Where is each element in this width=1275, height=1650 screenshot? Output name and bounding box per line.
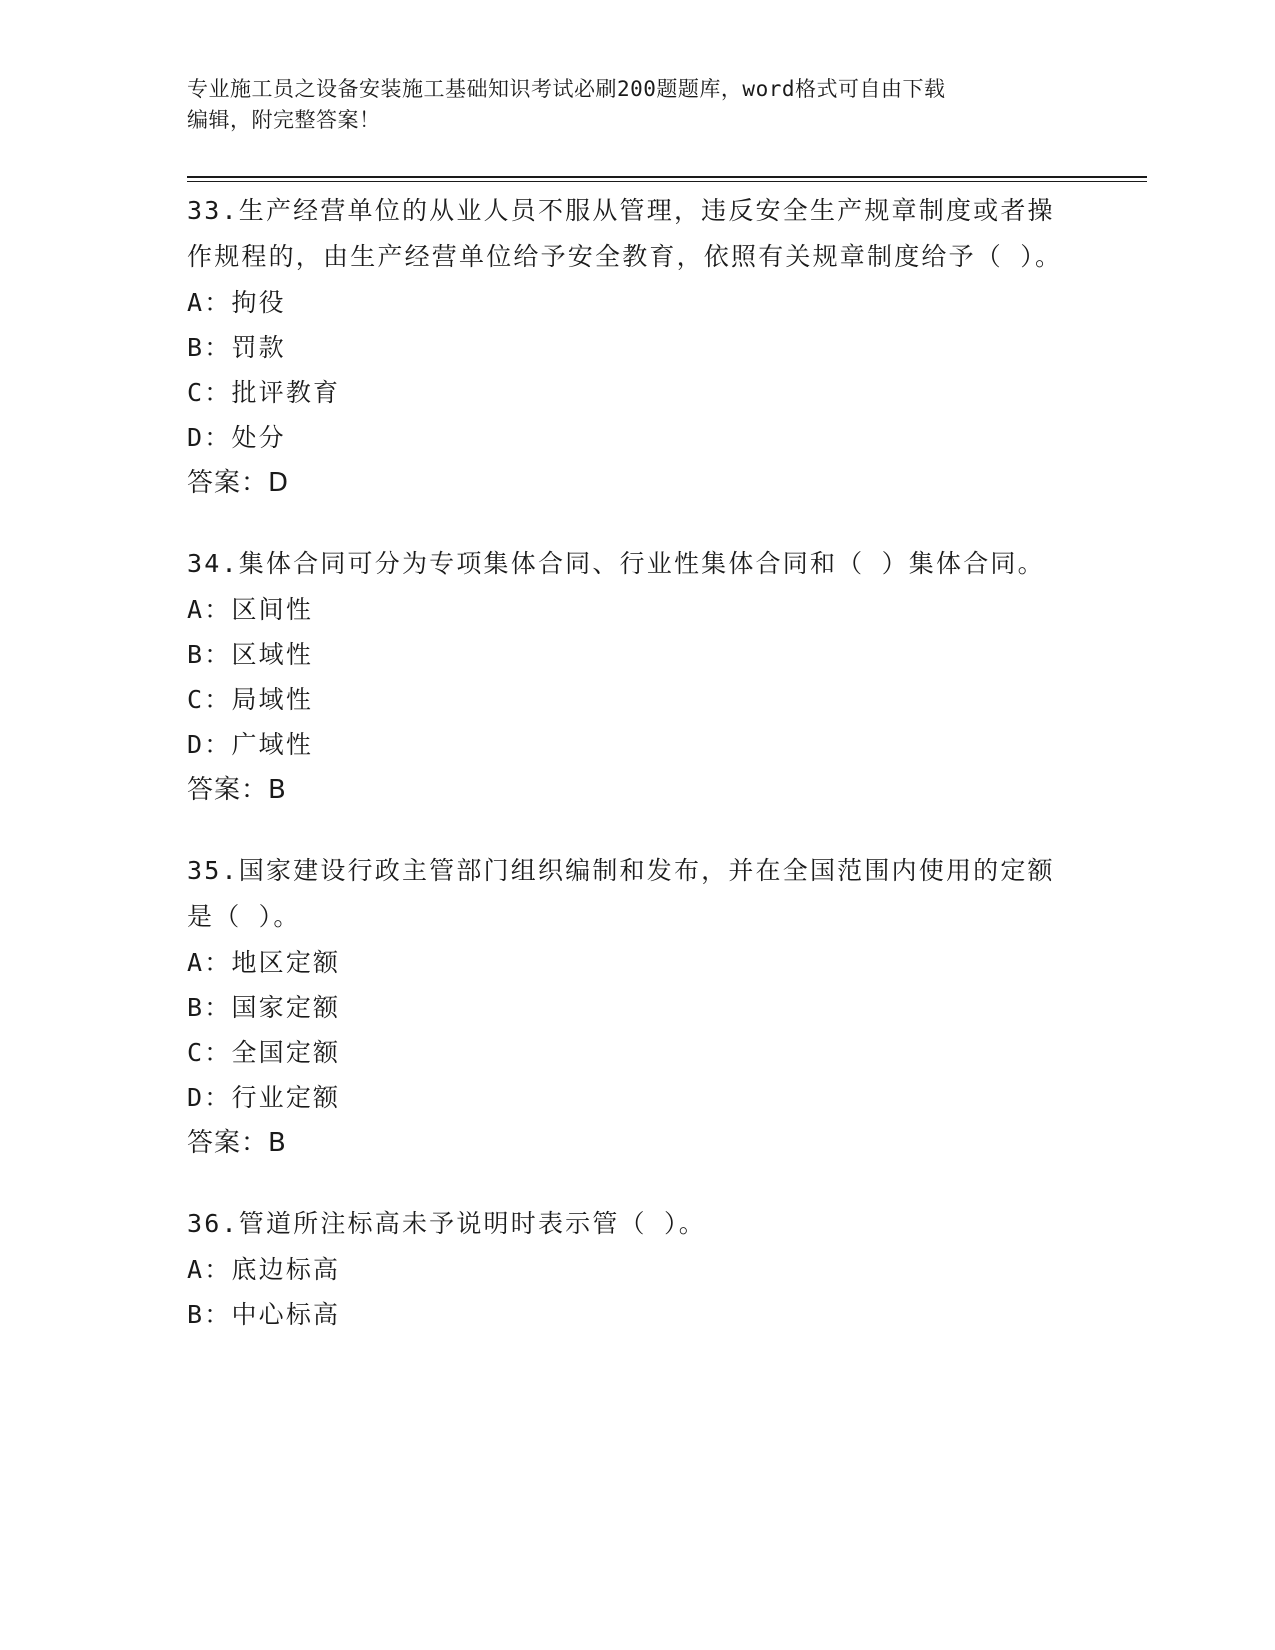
option-c: C：全国定额	[187, 1038, 341, 1067]
option-a: A：地区定额	[187, 948, 341, 977]
answer-text: 答案：D	[187, 468, 290, 498]
option-b: B：罚款	[187, 333, 286, 362]
question-stem: 33.生产经营单位的从业人员不服从管理，违反安全生产规章制度或者操作规程的，由生产经营单位给予安全教育，依照有关规章制度给予（ ）。	[187, 196, 1063, 271]
question-stem: 36.管道所注标高未予说明时表示管（ ）。	[187, 1209, 706, 1238]
option-a: A：底边标高	[187, 1255, 341, 1284]
option-d: D：广域性	[187, 730, 314, 759]
option-b: B：中心标高	[187, 1300, 341, 1329]
answer-text: 答案：B	[187, 1128, 287, 1158]
option-c: C：局域性	[187, 685, 314, 714]
header-divider	[187, 176, 1147, 182]
option-d: D：行业定额	[187, 1083, 341, 1112]
question-34	[187, 541, 1147, 813]
question-stem: 35.国家建设行政主管部门组织编制和发布，并在全国范围内使用的定额是（ ）。	[187, 856, 1055, 931]
header-title-line-2: 编辑，附完整答案！	[187, 108, 381, 132]
option-b: B：国家定额	[187, 993, 341, 1022]
question-36	[187, 1201, 1147, 1337]
question-stem: 34.集体合同可分为专项集体合同、行业性集体合同和（ ）集体合同。	[187, 549, 1045, 578]
option-b: B：区域性	[187, 640, 314, 669]
option-c: C：批评教育	[187, 378, 341, 407]
document-header	[187, 74, 1087, 136]
question-33	[187, 188, 1147, 506]
answer-text: 答案：B	[187, 775, 287, 805]
option-a: A：区间性	[187, 595, 314, 624]
header-title-line-1: 专业施工员之设备安装施工基础知识考试必刷200题题库，word格式可自由下载	[187, 77, 946, 101]
option-a: A：拘役	[187, 288, 286, 317]
question-35	[187, 848, 1147, 1166]
option-d: D：处分	[187, 423, 286, 452]
question-list	[187, 188, 1147, 1372]
